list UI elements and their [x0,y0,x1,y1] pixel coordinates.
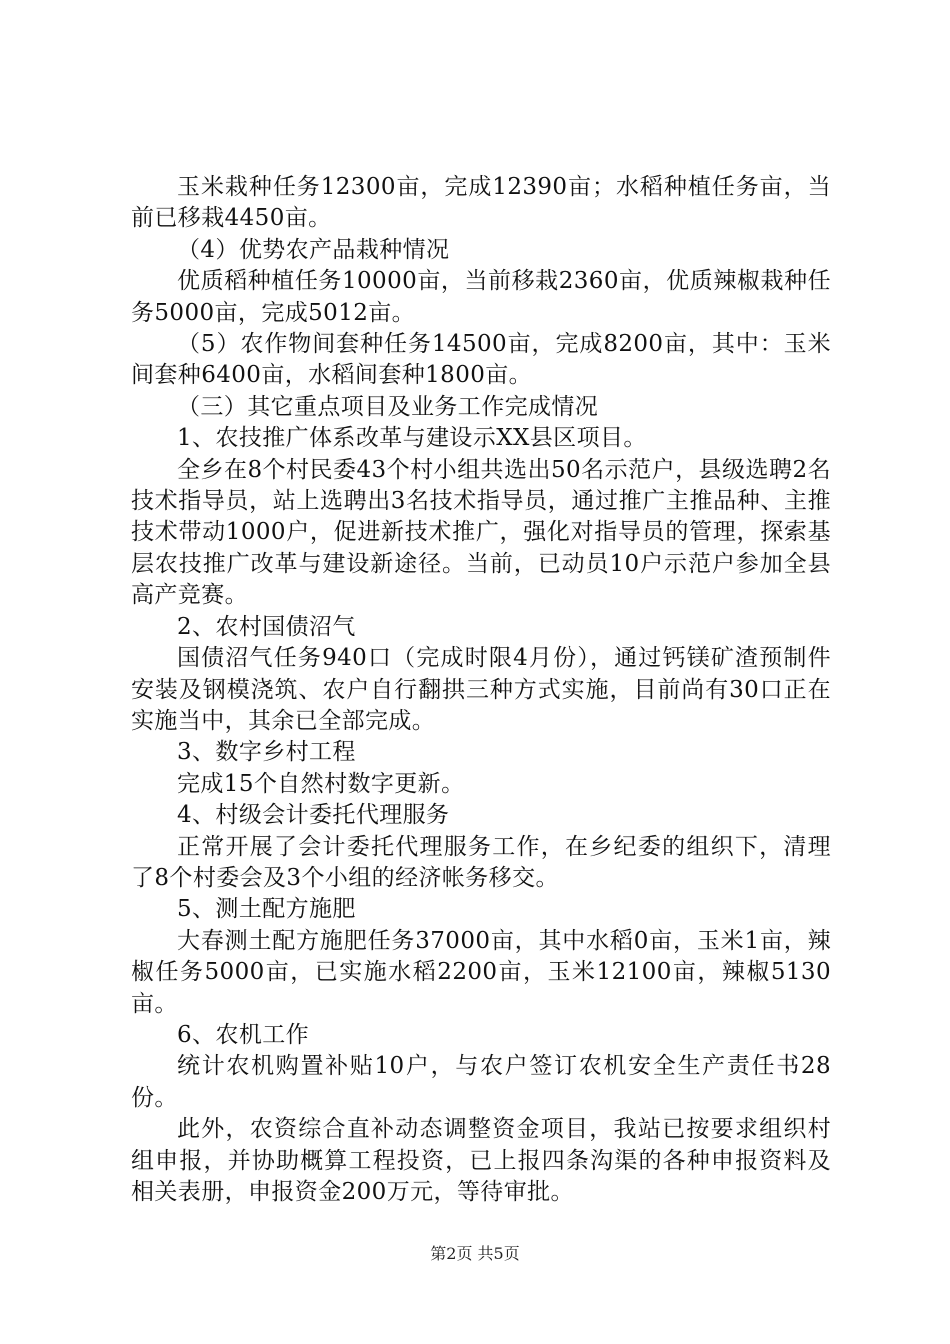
paragraph-corn-rice: 玉米栽种任务12300亩，完成12390亩；水稻种植任务亩，当前已移栽4450亩。 [131,174,831,232]
paragraph-digital-village: 完成15个自然村数字更新。 [177,770,465,797]
paragraph-accounting-agency: 正常开展了会计委托代理服务工作，在乡纪委的组织下，清理了8个村委会及3个小组的经济帐务移交。 [131,833,831,891]
paragraph-agri-machinery: 统计农机购置补贴10户，与农户签订农机安全生产责任书28份。 [131,1053,831,1111]
heading-digital-village: 3、数字乡村工程 [177,739,356,766]
heading-advantage-products: （4）优势农产品栽种情况 [177,236,450,263]
page-footer: 第2页 共5页 [430,1244,520,1263]
heading-accounting-agency: 4、村级会计委托代理服务 [177,802,450,829]
paragraph-soil-testing: 大春测土配方施肥任务37000亩，其中水稻0亩，玉米1亩，辣椒任务5000亩，已实施水稻2200亩，玉米12100亩，辣椒5130亩。 [131,927,831,1017]
heading-soil-testing: 5、测土配方施肥 [177,896,356,923]
paragraph-subsidy-project: 此外，农资综合直补动态调整资金项目，我站已按要求组织村组申报，并协助概算工程投资，已上报四条沟渠的各种申报资料及相关表册，申报资金200万元，等待审批。 [131,1116,831,1205]
heading-biogas: 2、农村国债沼气 [177,613,356,640]
document-body [131,172,831,1208]
heading-agri-tech-reform: 1、农技推广体系改革与建设示XX县区项目。 [177,425,647,452]
paragraph-demonstration-households: 全乡在8个村民委43个村小组共选出50名示范户，县级选聘2名技术指导员，站上选聘出3名技术指导员，通过推广主推品种、主推技术带动1000户，促进新技术推广，强化对指导员的管理，探索基层农技推广改革与建设新途径。当前，已动员10户示范户参加全县高产竞赛。 [131,456,831,609]
paragraph-intercropping: （5）农作物间套种任务14500亩，完成8200亩，其中：玉米间套种6400亩，水稻间套种1800亩。 [131,331,831,389]
heading-agri-machinery: 6、农机工作 [177,1021,310,1048]
paragraph-biogas: 国债沼气任务940口（完成时限4月份），通过钙镁矿渣预制件安装及钢模浇筑、农户自行翻拱三种方式实施，目前尚有30口正在实施当中，其余已全部完成。 [131,645,831,734]
paragraph-quality-rice-pepper: 优质稻种植任务10000亩，当前移栽2360亩，优质辣椒栽种任务5000亩，完成5012亩。 [131,268,831,326]
heading-other-projects: （三）其它重点项目及业务工作完成情况 [177,393,599,420]
